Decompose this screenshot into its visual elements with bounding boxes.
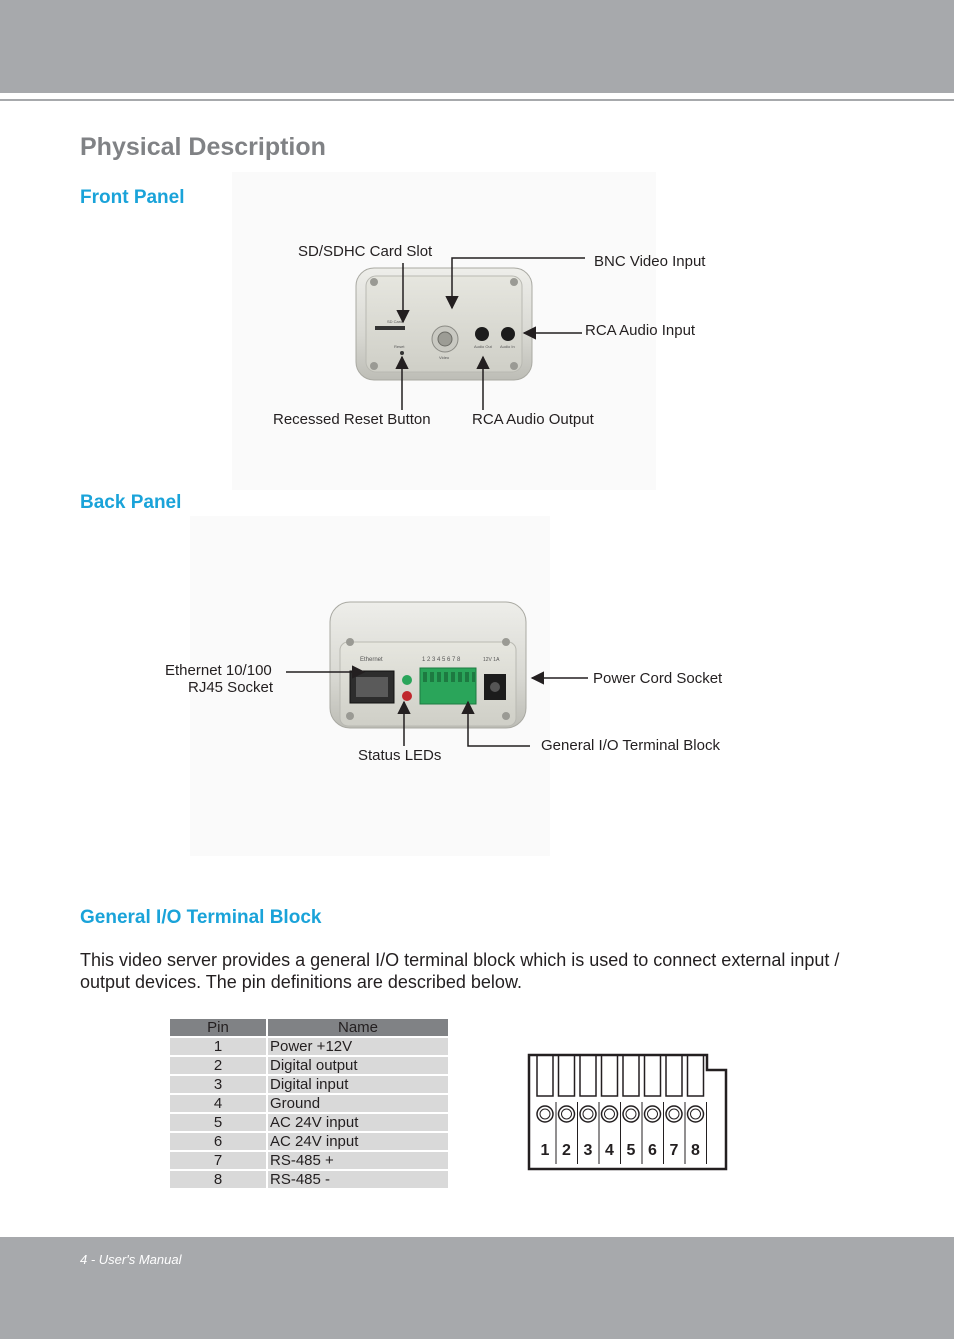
table-row xyxy=(170,1057,448,1074)
back-panel-heading: Back Panel xyxy=(80,492,182,513)
device-pins-label: 1 2 3 4 5 6 7 8 xyxy=(422,657,461,663)
pin-name: Digital input xyxy=(268,1076,448,1093)
device-sd-label: SD Card xyxy=(387,319,403,324)
pin-number: 3 xyxy=(170,1076,266,1093)
device-audio-out-label: Audio Out xyxy=(474,344,492,349)
pin-number: 5 xyxy=(170,1114,266,1131)
ethernet-label-line1: Ethernet 10/100 xyxy=(165,662,272,679)
terminal-pin-number: 8 xyxy=(691,1142,700,1159)
rca-audio-out-label: RCA Audio Output xyxy=(472,411,594,428)
pin-name: RS-485 + xyxy=(268,1152,448,1169)
pin-name: Digital output xyxy=(268,1057,448,1074)
device-audio-in-label: Audio In xyxy=(500,344,515,349)
pin-column-header: Pin xyxy=(170,1019,266,1036)
pin-number: 2 xyxy=(170,1057,266,1074)
pin-number: 7 xyxy=(170,1152,266,1169)
footer-text: 4 - User's Manual xyxy=(80,1252,182,1267)
table-header-row xyxy=(170,1019,448,1036)
table-row xyxy=(170,1038,448,1055)
device-power-label: 12V 1A xyxy=(483,657,500,663)
header-band xyxy=(0,0,954,93)
name-column-header: Name xyxy=(268,1019,448,1036)
terminal-pin-number: 5 xyxy=(626,1142,636,1159)
pin-number: 4 xyxy=(170,1095,266,1112)
pin-name: AC 24V input xyxy=(268,1133,448,1150)
bnc-video-label: BNC Video Input xyxy=(594,253,706,270)
table-row xyxy=(170,1152,448,1169)
terminal-pin-number: 2 xyxy=(562,1142,571,1159)
device-ethernet-label: Ethernet xyxy=(360,657,383,663)
terminal-pin-number: 1 xyxy=(540,1142,550,1159)
pin-name: Ground xyxy=(268,1095,448,1112)
pin-name: AC 24V input xyxy=(268,1114,448,1131)
device-video-label: Video xyxy=(439,355,450,360)
io-section-heading: General I/O Terminal Block xyxy=(80,907,322,928)
ethernet-label-line2: RJ45 Socket xyxy=(188,679,274,696)
rca-audio-in-label: RCA Audio Input xyxy=(585,322,696,339)
io-block-label: General I/O Terminal Block xyxy=(541,737,720,754)
header-rule xyxy=(0,99,954,101)
pin-number: 6 xyxy=(170,1133,266,1150)
table-row xyxy=(170,1171,448,1188)
sd-slot-label: SD/SDHC Card Slot xyxy=(298,243,433,260)
table-row xyxy=(170,1133,448,1150)
io-description: This video server provides a general I/O terminal block which is used to connect external input / output devices. The pin definitions are described below. xyxy=(80,950,840,992)
status-leds-label: Status LEDs xyxy=(358,747,442,764)
pin-name: RS-485 - xyxy=(268,1171,448,1188)
device-reset-label: Reset xyxy=(394,344,405,349)
reset-button-label: Recessed Reset Button xyxy=(273,411,431,428)
terminal-pin-number: 4 xyxy=(605,1142,614,1159)
front-panel-heading: Front Panel xyxy=(80,187,185,208)
terminal-pin-number: 6 xyxy=(648,1142,657,1159)
terminal-pin-number: 3 xyxy=(583,1142,593,1159)
pin-table xyxy=(168,1017,450,1190)
terminal-pin-number: 7 xyxy=(669,1142,679,1159)
pin-number: 1 xyxy=(170,1038,266,1055)
table-row xyxy=(170,1095,448,1112)
terminal-block-diagram xyxy=(526,1052,732,1176)
table-row xyxy=(170,1076,448,1093)
power-socket-label: Power Cord Socket xyxy=(593,670,723,687)
table-row xyxy=(170,1114,448,1131)
pin-name: Power +12V xyxy=(268,1038,448,1055)
page-title: Physical Description xyxy=(80,133,326,161)
pin-number: 8 xyxy=(170,1171,266,1188)
